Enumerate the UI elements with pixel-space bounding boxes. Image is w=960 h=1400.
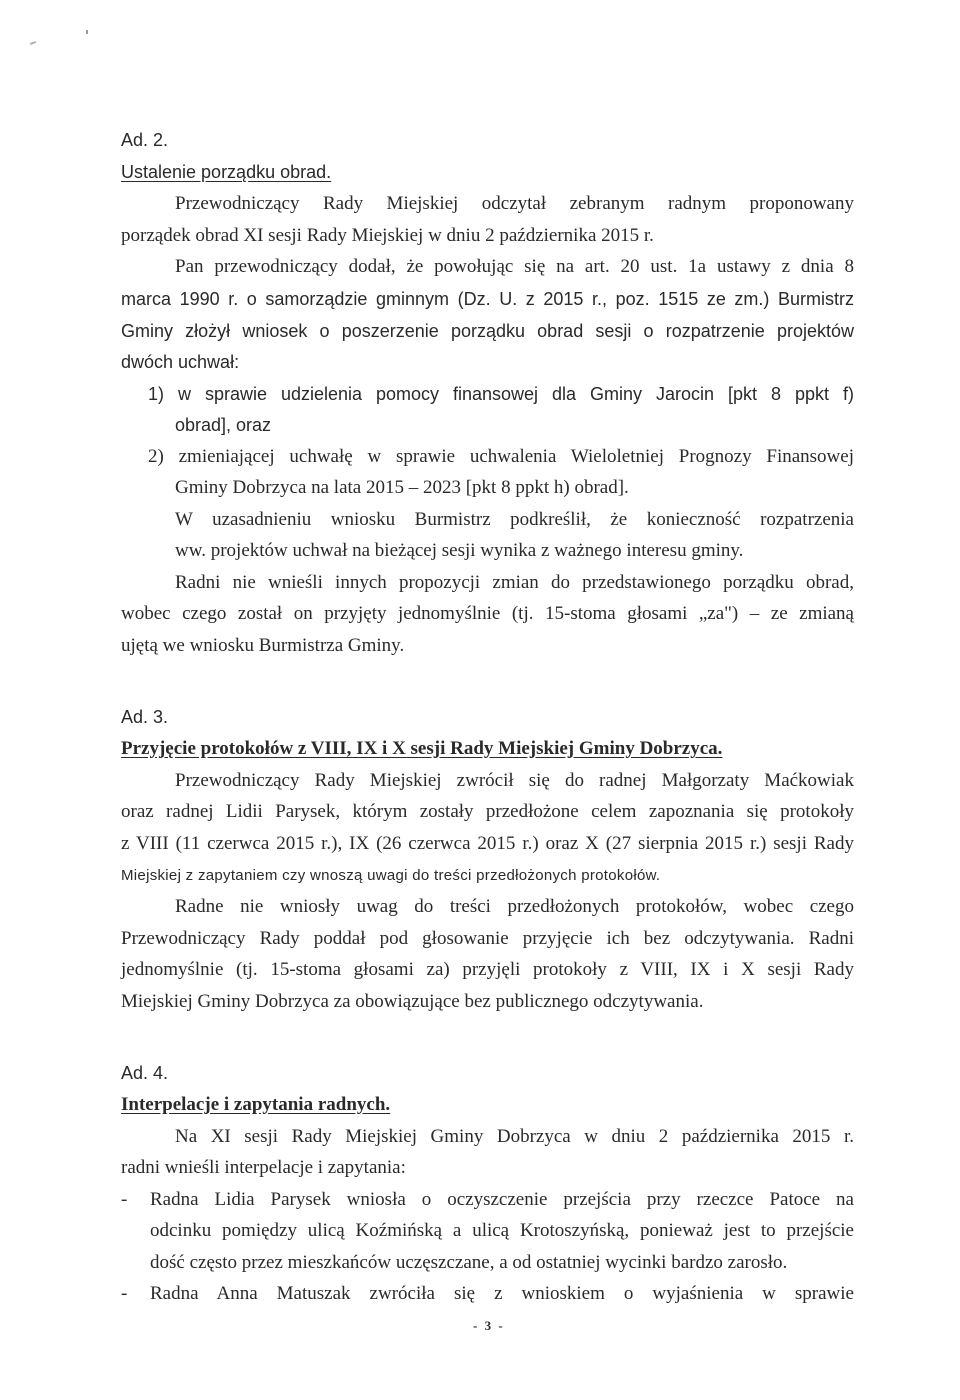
section-number: Ad. 3.: [121, 707, 169, 727]
paragraph-line: Pan przewodniczący dodał, że powołując się na art. 20 ust. 1a ustawy z dnia 8: [175, 256, 854, 277]
section-number: Ad. 2.: [121, 130, 169, 150]
paragraph-line: Przewodniczący Rady poddał pod głosowanie przyjęcie ich bez odczytywania. Radni: [121, 928, 854, 949]
paragraph-line: Miejskiej Gminy Dobrzyca za obowiązujące bez publicznego odczytywania.: [121, 991, 704, 1012]
list-bullet: -: [121, 1189, 128, 1210]
paragraph-line: marca 1990 r. o samorządzie gminnym (Dz. U. z 2015 r., poz. 1515 ze zm.) Burmistrz: [121, 289, 854, 309]
paragraph-line: Przewodniczący Rady Miejskiej odczytał zebranym radnym proponowany: [175, 193, 854, 214]
paragraph-line: ww. projektów uchwał na bieżącej sesji wynika z ważnego interesu gminy.: [175, 540, 744, 561]
scan-speck: [30, 41, 36, 45]
list-item: 2) zmieniającej uchwałę w sprawie uchwalenia Wieloletniej Prognozy Finansowej: [148, 446, 854, 467]
paragraph-line: radni wnieśli interpelacje i zapytania:: [121, 1157, 406, 1178]
paragraph-line: porządek obrad XI sesji Rady Miejskiej w dniu 2 października 2015 r.: [121, 225, 654, 246]
paragraph-line: dwóch uchwał:: [121, 352, 240, 372]
list-item: 1) w sprawie udzielenia pomocy finansowej dla Gminy Jarocin [pkt 8 ppkt f): [148, 384, 854, 404]
paragraph-line: Miejskiej z zapytaniem czy wnoszą uwagi do treści przedłożonych protokołów.: [121, 867, 661, 884]
paragraph-line: z VIII (11 czerwca 2015 r.), IX (26 czerwca 2015 r.) oraz X (27 sierpnia 2015 r.) sesji Rady: [121, 833, 854, 854]
section-title: Przyjęcie protokołów z VIII, IX i X sesji Rady Miejskiej Gminy Dobrzyca.: [121, 738, 723, 759]
scan-speck: [86, 30, 88, 34]
paragraph-line: Radne nie wniosły uwag do treści przedłożonych protokołów, wobec czego: [175, 896, 854, 917]
list-bullet: -: [121, 1283, 128, 1304]
paragraph-line: Gminy złożył wniosek o poszerzenie porządku obrad sesji o rozpatrzenie projektów: [121, 321, 854, 341]
paragraph-line: wobec czego został on przyjęty jednomyślnie (tj. 15-stoma głosami „za") – ze zmianą: [121, 603, 854, 624]
section-title: Interpelacje i zapytania radnych.: [121, 1094, 391, 1115]
paragraph-line: jednomyślnie (tj. 15-stoma głosami za) przyjęli protokoły z VIII, IX i X sesji Rady: [121, 959, 854, 980]
section-number: Ad. 4.: [121, 1063, 169, 1083]
paragraph-line: W uzasadnieniu wniosku Burmistrz podkreślił, że konieczność rozpatrzenia: [175, 509, 854, 530]
list-item-continuation: obrad], oraz: [175, 415, 272, 435]
paragraph-line: Przewodniczący Rady Miejskiej zwrócił się do radnej Małgorzaty Maćkowiak: [175, 770, 854, 791]
list-item-continuation: Gminy Dobrzyca na lata 2015 – 2023 [pkt 8 ppkt h) obrad].: [175, 477, 629, 498]
list-item: Radna Lidia Parysek wniosła o oczyszczenie przejścia przy rzeczce Patoce na: [150, 1189, 854, 1210]
list-item-continuation: odcinku pomiędzy ulicą Koźmińską a ulicą Krotoszyńską, ponieważ jest to przejście: [150, 1220, 854, 1241]
paragraph-line: Na XI sesji Rady Miejskiej Gminy Dobrzyca w dniu 2 października 2015 r.: [175, 1126, 854, 1147]
list-item-continuation: dość często przez mieszkańców uczęszczane, a od ostatniej wycinki bardzo zarosło.: [150, 1252, 788, 1273]
page-number: - 3 -: [473, 1318, 505, 1333]
paragraph-line: ujętą we wniosku Burmistrza Gminy.: [121, 635, 405, 656]
section-title: Ustalenie porządku obrad.: [121, 162, 332, 182]
paragraph-line: Radni nie wnieśli innych propozycji zmian do przedstawionego porządku obrad,: [175, 572, 854, 593]
paragraph-line: oraz radnej Lidii Parysek, którym zostały przedłożone celem zapoznania się protokoły: [121, 801, 854, 822]
list-item: Radna Anna Matuszak zwróciła się z wnioskiem o wyjaśnienia w sprawie: [150, 1283, 854, 1304]
